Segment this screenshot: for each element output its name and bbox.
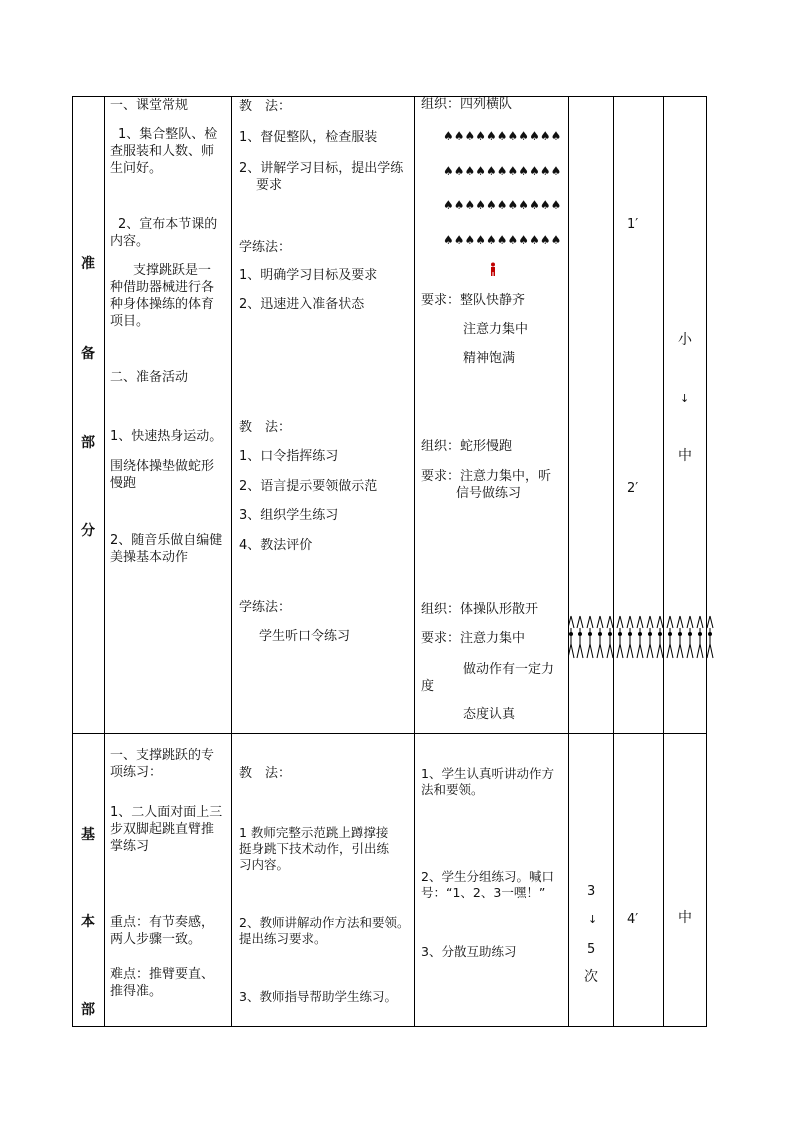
method-title: 学练法：: [239, 240, 292, 255]
org-text: 2、学生分组练习。喊口: [421, 869, 554, 884]
org-text: 要求：注意力集中，听: [421, 469, 552, 484]
content-heading: 一、课堂常规: [110, 98, 189, 113]
org-text: 组织：蛇形慢跑: [421, 439, 513, 454]
org-text: 精神饱满: [463, 351, 516, 366]
method-text: 2、语言提示要领做示范: [239, 479, 378, 494]
content-text: 种身体操练的体育: [110, 297, 215, 312]
org-text: 度: [421, 679, 435, 694]
method-title: 教 法：: [239, 766, 292, 781]
content-heading: 一、支撑跳跃的专: [110, 748, 215, 763]
content-text: 掌练习: [110, 839, 150, 854]
method-text: 提出练习要求。: [239, 931, 327, 946]
method-text: 3、教师指导帮助学生练习。: [239, 989, 397, 1004]
section-label-char: 部: [81, 435, 95, 451]
content-text: 美操基本动作: [110, 550, 189, 565]
method-text: 挺身跳下技术动作，引出练: [239, 841, 390, 856]
time-value: 1′: [627, 217, 639, 232]
method-text: 3、组织学生练习: [239, 508, 339, 523]
content-text: 1、快速热身运动。: [110, 429, 223, 444]
count-unit: 次: [584, 969, 598, 985]
student-formation-row: ♠♠♠♠♠♠♠♠♠♠♠: [443, 233, 562, 247]
org-text: 1、学生认真听讲动作方: [421, 766, 554, 781]
count-value: 3: [587, 884, 596, 899]
method-text: 学生听口令练习: [259, 629, 351, 644]
content-text: 两人步骤一致。: [110, 932, 202, 947]
content-text: 生问好。: [110, 161, 163, 176]
content-text: 种借助器械进行各: [110, 280, 215, 295]
time-value: 4′: [627, 912, 639, 927]
content-text: 1、集合整队、检: [118, 127, 218, 142]
org-text: 3、分散互助练习: [421, 944, 517, 959]
method-title: 学练法：: [239, 600, 292, 615]
student-formation-row: ♠♠♠♠♠♠♠♠♠♠♠: [443, 198, 562, 212]
method-text: 习内容。: [239, 857, 290, 872]
section-label-char: 部: [81, 1002, 95, 1018]
count-value: 5: [587, 942, 596, 957]
student-formation-row: ♠♠♠♠♠♠♠♠♠♠♠: [443, 164, 562, 178]
org-text: 法和要领。: [421, 782, 484, 797]
section-label-char: 分: [81, 523, 95, 539]
content-text: 1、二人面对面上三: [110, 805, 223, 820]
org-text: 态度认真: [463, 707, 516, 722]
method-text: 2、教师讲解动作方法和要领。: [239, 915, 410, 930]
content-text: 内容。: [110, 234, 150, 249]
content-text: 支撑跳跃是一: [133, 263, 212, 278]
section-label-char: 备: [81, 346, 95, 362]
method-text: 2、迅速进入准备状态: [239, 297, 365, 312]
method-title: 教 法：: [239, 420, 292, 435]
method-text: 4、教法评价: [239, 538, 313, 553]
content-heading: 项练习：: [110, 765, 163, 780]
time-value: 2′: [627, 481, 639, 496]
content-text: 步双脚起跳直臂推: [110, 822, 215, 837]
content-text: 慢跑: [110, 476, 137, 491]
org-text: 号：“1、2、3一嘿！”: [421, 885, 546, 900]
method-title: 教 法：: [239, 99, 292, 114]
load-value: 小: [678, 332, 692, 348]
content-heading: 二、准备活动: [110, 370, 189, 385]
org-text: 注意力集中: [463, 322, 529, 337]
teacher-figure-icon: [488, 262, 498, 276]
load-value: 中: [678, 910, 692, 926]
section-label-char: 基: [81, 827, 95, 843]
method-text: 1、明确学习目标及要求: [239, 268, 378, 283]
org-text: 组织：四列横队: [421, 97, 513, 112]
section-label-char: 本: [81, 914, 95, 930]
content-text: 推得准。: [110, 984, 163, 999]
down-arrow-icon: ↓: [588, 913, 598, 926]
student-formation-row: ♠♠♠♠♠♠♠♠♠♠♠: [443, 129, 562, 143]
method-text: 2、讲解学习目标，提出学练: [239, 161, 404, 176]
content-text: 难点：推臂要直、: [110, 967, 215, 982]
org-text: 信号做练习: [456, 486, 522, 501]
dancing-students-illustration: [568, 614, 715, 660]
content-text: 查服装和人数、师: [110, 144, 215, 159]
method-text: 要求: [256, 178, 283, 193]
org-text: 做动作有一定力: [463, 662, 555, 677]
load-value: 中: [678, 448, 692, 464]
org-text: 组织：体操队形散开: [421, 602, 539, 617]
method-text: 1、口令指挥练习: [239, 449, 339, 464]
content-text: 2、随音乐做自编健: [110, 533, 223, 548]
content-text: 重点：有节奏感，: [110, 915, 215, 930]
section-label-char: 准: [81, 256, 95, 272]
method-text: 1、督促整队，检查服装: [239, 130, 378, 145]
content-text: 围绕体操垫做蛇形: [110, 459, 215, 474]
content-text: 2、宣布本节课的: [118, 217, 218, 232]
org-text: 要求：整队快静齐: [421, 293, 526, 308]
content-text: 项目。: [110, 314, 150, 329]
org-text: 要求：注意力集中: [421, 631, 526, 646]
method-text: 1 教师完整示范跳上蹲撑接: [239, 825, 389, 840]
down-arrow-icon: ↓: [680, 392, 690, 405]
